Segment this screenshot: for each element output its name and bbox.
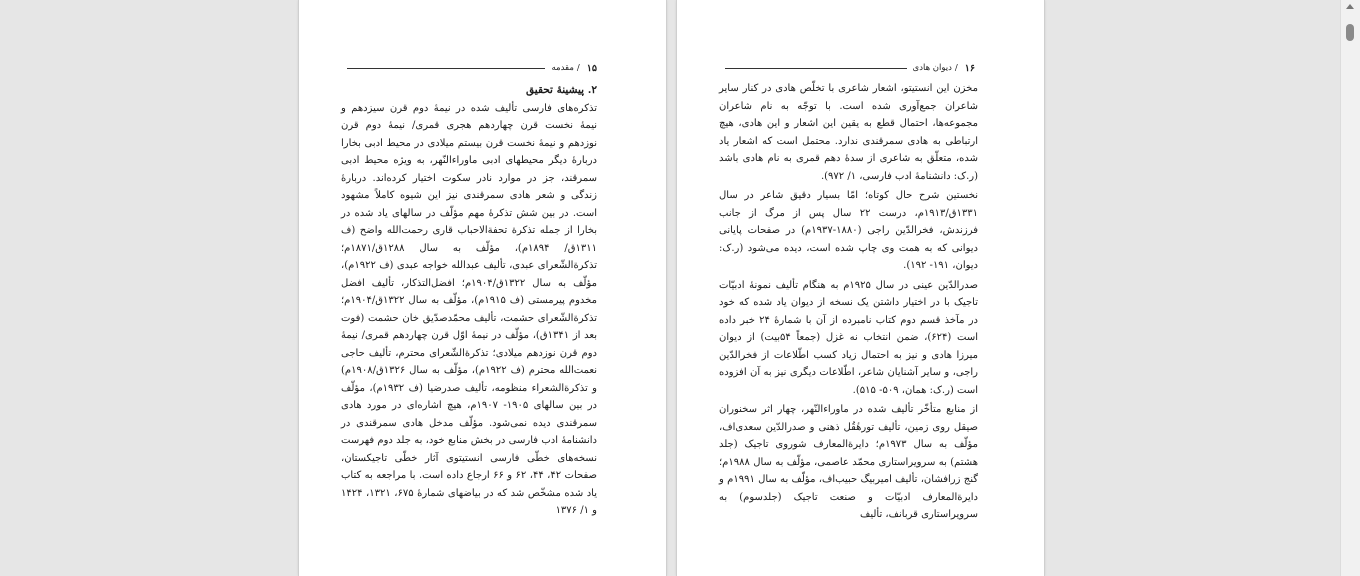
- header-separator: /: [954, 63, 958, 73]
- header-rule: [725, 68, 907, 69]
- running-head-title: مقدمه: [551, 63, 574, 73]
- page-body: [341, 82, 597, 520]
- header-separator: /: [576, 63, 580, 73]
- running-head-title: دیوان هادی: [912, 63, 952, 73]
- body-paragraph: مخزن این انستیتو، اشعار شاعری با تخلّص هادی در کنار سایر شاعران جمع‌آوری شده است. با توجّه به نام شاعران مجموعه‌ها، احتمال قطع به یقین این اشعار و این هادی، هیچ ارتباطی به هادی سمرقندی ندارد. محتمل است که اشعار یاد شده، متعلّق به شاعری از سدهٔ دهم قمری به نام هادی باشد (ر.ک: دانشنامهٔ ادب فارسی، ۱/ ۹۷۲).: [719, 83, 978, 182]
- body-paragraph: تذکره‌های فارسی تألیف شده در نیمهٔ دوم قرن سیزدهم و نیمهٔ نخست قرن چهاردهم هجری قمری/ نیمهٔ دوم قرن نوزدهم و نیمهٔ نخست قرن بیستم میلادی در محیط ادبی بخارا دربارهٔ دیگر محیطهای ادبی ماوراءالنّهر، به ویژه محیط ادبی سمرقند، جز در موارد نادر سکوت اختیار کرده‌اند. دربارهٔ زندگی و شعر هادی سمرقندی نیز این شیوه کاملاً مشهود است. در بین شش تذکرهٔ مهم مؤلّف در سالهای یاد شده در بخارا از جمله تذکرة تحفةالاحباب قاری رحمت‌الله واضح (ف ۱۳۱۱ق/ ۱۸۹۴م)، مؤلّف به سال ۱۲۸۸ق/۱۸۷۱م؛ تذکرةالشّعرای عبدی، تألیف عبدالله خواجه عبدی (ف ۱۹۲۲م)، مؤلّف به سال ۱۳۲۲ق/۱۹۰۴م؛ افضل‌التذکار، تألیف افضل مخدوم پیرمستی (ف ۱۹۱۵م)، مؤلّف به سال ۱۳۲۲ق/۱۹۰۴م؛ تذکرةالشّعرای حشمت، تألیف محمّدصدّیق خان حشمت (فوت بعد از ۱۳۴۱ق)، مؤلّف در نیمهٔ اوّل قرن چهاردهم قمری/ نیمهٔ دوم قرن نوزدهم میلادی؛ تذکرةالشّعرای محترم، تألیف حاجی نعمت‌الله محترم (ف ۱۹۲۲م)، مؤلّف به سال ۱۳۲۶ق/۱۹۰۸م) و تذکرةالشعراء منظومه، تألیف صدرضیا (ف ۱۹۳۲م)، مؤلّف در بین سالهای ۱۹۰۵- ۱۹۰۷م، هیچ اشاره‌ای در مورد هادی سمرقندی دیده نمی‌شود. مؤلّف مدخل هادی سمرقندی در دانشنامهٔ ادب فارسی در بخش منابع خود، به جلد دوم فهرست نسخه‌های خطّی فارسی انستیتوی آثار خطّی تاجیکستان، صفحات ۴۲، ۴۴، ۶۲ و ۶۶ ارجاع داده است. با مراجعه به کتاب یاد شده مشخّص شد که در بیاضهای شمارهٔ ۶۷۵، ۱۳۲۱، ۱۴۲۴ و ۱/ ۱۳۷۶: [341, 102, 598, 516]
- body-paragraph: نخستین شرح حال کوتاه؛ امّا بسیار دقیق شاعر در سال ۱۳۳۱ق/۱۹۱۳م، درست ۲۲ سال پس از مرگ از جانب فرزندش، فخرالدّین راجی (۱۸۸۰-۱۹۳۷م) در صفحات پایانی دیوانی که به همت وی چاپ شده است، دیده می‌شود (ر.ک: دیوان، ۱۹۱- ۱۹۲).: [719, 190, 978, 271]
- body-paragraph: صدرالدّین عینی در سال ۱۹۲۵م به هنگام تألیف نمونهٔ ادبیّات تاجیک با در اختیار داشتن یک نسخه از دیوان یاد شده که خود در مآخذ قسم دوم کتاب نامبرده از آن با شمارهٔ ۲۴ خبر داده است (۶۲۴)، ضمن انتخاب نه غزل (جمعاً ۵۴بیت) از دیوان میرزا هادی و نیز به احتمال زیاد کسب اطّلاعات از فخرالدّین راجی، و سایر آشنایان شاعر، اطّلاعات دیگری نیز به آن افزوده است (ر.ک: همان، ۵۰۹- ۵۱۵).: [719, 279, 978, 396]
- page-number: ۱۵: [586, 62, 597, 74]
- page-number: ۱۶: [964, 62, 975, 74]
- document-page-right: [677, 0, 1044, 576]
- section-heading: ۲. پیشینهٔ تحقیق: [526, 84, 597, 96]
- page-header: [719, 61, 975, 75]
- header-rule: [347, 68, 545, 69]
- body-paragraph: از منابع متأخّر تألیف شده در ماوراءالنّهر، چهار اثر سخنوران صیقل روی زمین، تألیف تورهٔقُل ذهنی و صدرالدّین سعدی‌اف، مؤلّف به سال ۱۹۷۳م؛ دایرةالمعارف شوروی تاجیک (جلد هشتم) به سرویراستاری محمّد عاصمی، مؤلّف به سال ۱۹۸۸م؛ گنج زرافشان، تألیف امیربیگ حبیب‌اف، مؤلّف به سال ۱۹۹۱م و دایرةالمعارف ادبیّات و صنعت تاجیک (جلدسوم) به سرویراستاری قربانف، تألیف: [719, 404, 978, 520]
- scroll-up-arrow-icon[interactable]: [1346, 4, 1354, 9]
- scrollbar-thumb[interactable]: [1346, 24, 1354, 41]
- vertical-scrollbar[interactable]: [1340, 0, 1360, 576]
- page-body: [719, 80, 978, 524]
- page-header: [341, 61, 597, 75]
- document-page-left: [299, 0, 666, 576]
